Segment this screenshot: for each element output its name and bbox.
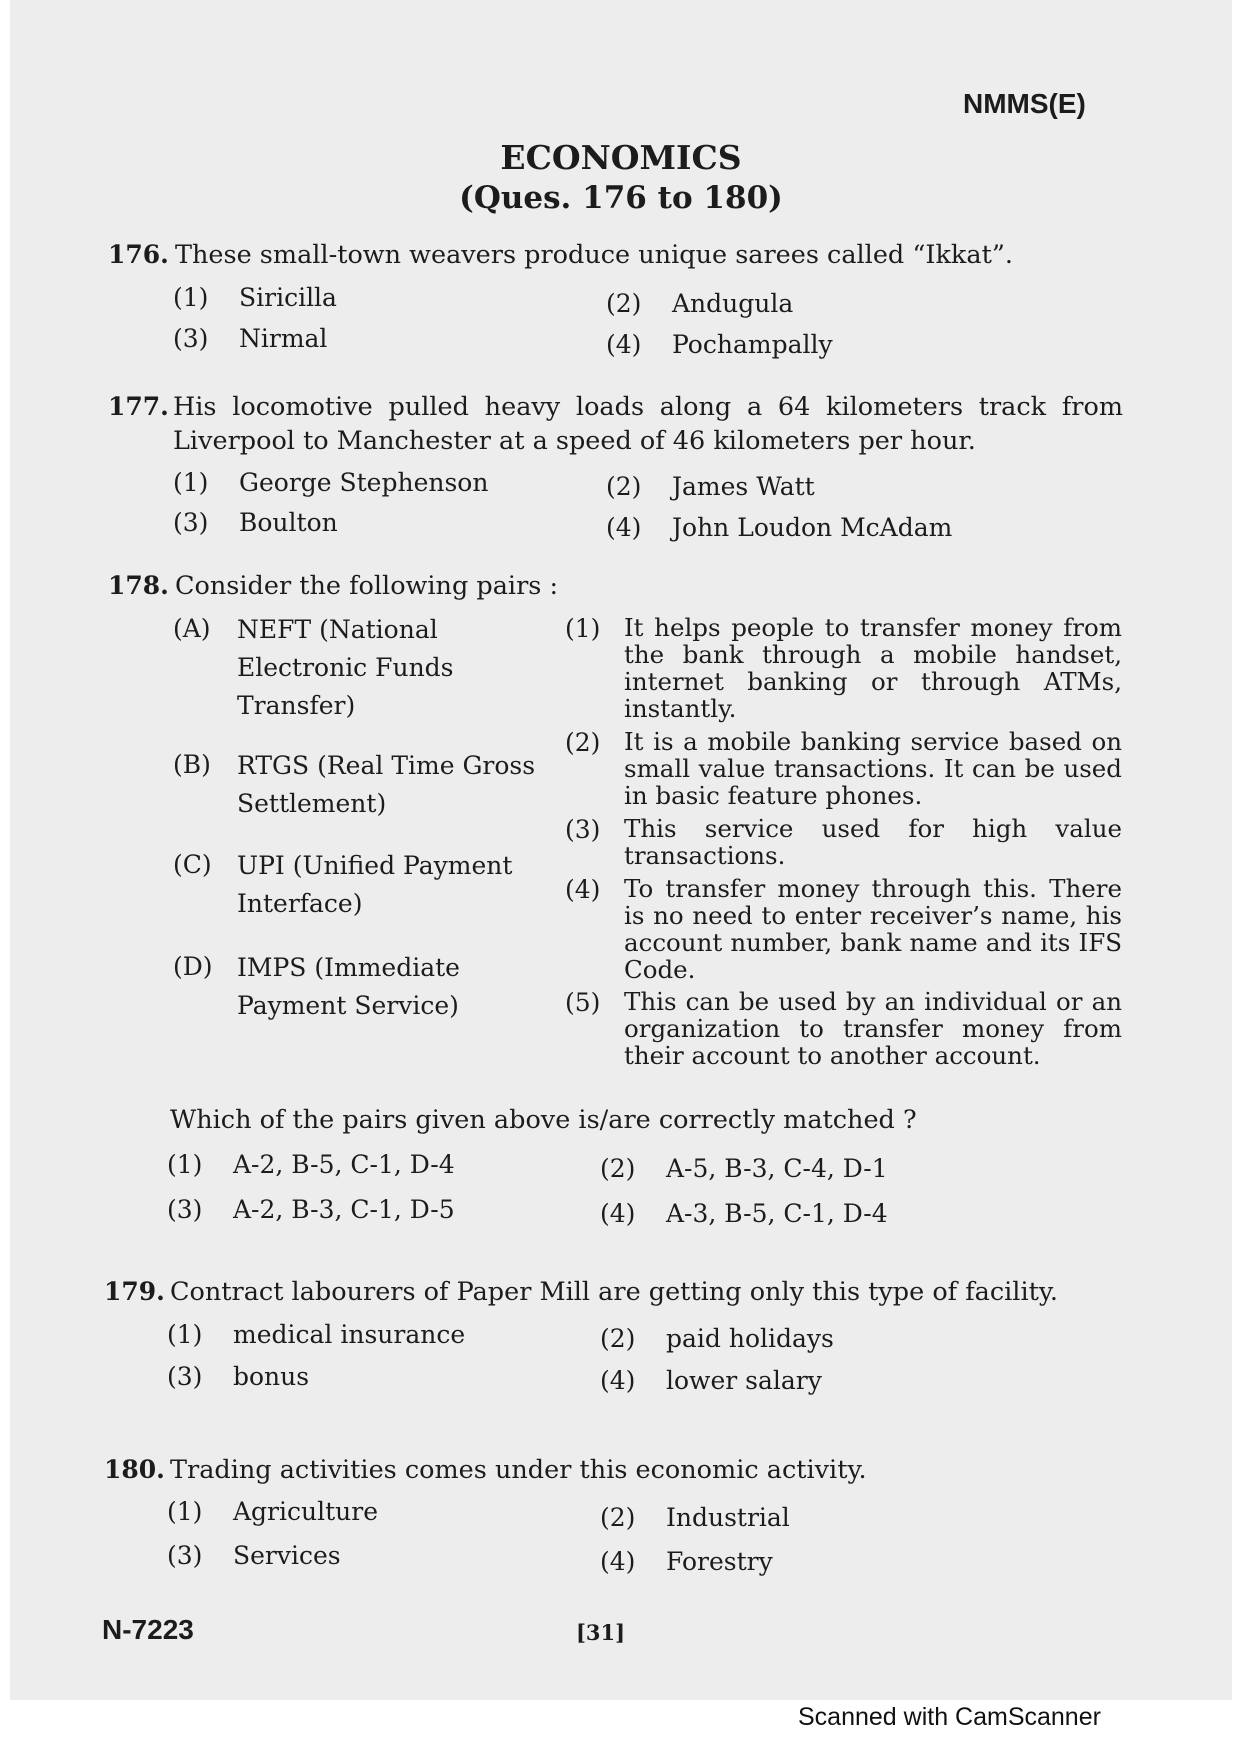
option [600, 1154, 888, 1183]
option [600, 1366, 822, 1395]
pair-desc-5: This can be used by an individual or an organization to transfer money from their account to another account. [624, 987, 1122, 1070]
pair-desc-3: This service used for high value transactions. [624, 814, 1122, 870]
option [167, 1150, 455, 1179]
option-text: James Watt [672, 472, 815, 501]
option-text: Services [233, 1541, 341, 1570]
question-text: These small-town weavers produce unique sarees called “Ikkat”. [175, 240, 1013, 270]
pair-item-neft: NEFT (National Electronic Funds Transfer) [237, 615, 454, 720]
pair-item-imps: IMPS (Immediate Payment Service) [237, 953, 460, 1020]
option-text: Andugula [672, 289, 794, 318]
option-text: paid holidays [666, 1324, 834, 1353]
pair-label-c: (C) [173, 850, 212, 879]
pair-label-b: (B) [173, 750, 211, 779]
option-text: Pochampally [672, 330, 833, 359]
option [606, 513, 952, 542]
option-number: (4) [606, 513, 642, 542]
page-number: [31] [576, 1620, 626, 1645]
option-number: (3) [167, 1541, 203, 1570]
section-title: ECONOMICS [500, 138, 742, 177]
question-number: 178. [108, 571, 169, 600]
option-number: (1) [173, 468, 209, 497]
option-text: lower salary [666, 1366, 822, 1395]
scanner-watermark: Scanned with CamScanner [798, 1703, 1101, 1731]
pair-label-1: (1) [565, 614, 601, 643]
option-number: (4) [606, 330, 642, 359]
option-text: Agriculture [233, 1497, 378, 1526]
option-text: A-2, B-3, C-1, D-5 [233, 1195, 455, 1224]
pair-desc-1: It helps people to transfer money from the bank through a mobile handset, internet banking or through ATMs, instantly. [624, 613, 1122, 723]
option [167, 1362, 309, 1391]
option-number: (2) [606, 472, 642, 501]
option-text: medical insurance [233, 1320, 466, 1349]
pair-label-5: (5) [565, 988, 601, 1017]
question-text: Trading activities comes under this economic activity. [170, 1455, 867, 1485]
pair-label-d: (D) [173, 952, 213, 981]
option-number: (1) [167, 1497, 203, 1526]
question-number: 180. [104, 1455, 165, 1484]
question-number: 179. [104, 1277, 165, 1306]
exam-page [10, 0, 1232, 1700]
match-question: Which of the pairs given above is/are correctly matched ? [170, 1105, 917, 1135]
question-text: Liverpool to Manchester at a speed of 46 kilometers per hour. [173, 426, 976, 456]
pair-item-rtgs: RTGS (Real Time Gross Settlement) [237, 751, 536, 818]
option-number: (1) [173, 283, 209, 312]
option [606, 330, 833, 359]
option [173, 508, 338, 537]
pair-item-upi: UPI (Unified Payment Interface) [237, 851, 513, 918]
option-text: Forestry [666, 1547, 773, 1576]
option-number: (1) [167, 1150, 203, 1179]
option [606, 472, 815, 501]
option-number: (3) [173, 508, 209, 537]
pair-desc-2: It is a mobile banking service based on small value transactions. It can be used in basic feature phones. [624, 727, 1122, 810]
booklet-code: N-7223 [102, 1614, 194, 1645]
option-number: (2) [600, 1503, 636, 1532]
option-number: (2) [600, 1324, 636, 1353]
pair-label-4: (4) [565, 875, 601, 904]
option-number: (4) [600, 1366, 636, 1395]
option-text: bonus [233, 1362, 310, 1391]
option-text: A-3, B-5, C-1, D-4 [666, 1199, 888, 1228]
option-number: (2) [600, 1154, 636, 1183]
question-number: 176. [108, 240, 169, 269]
option [600, 1547, 773, 1576]
option-text: John Loudon McAdam [672, 513, 953, 542]
question-number: 177. [108, 392, 169, 421]
section-subtitle: (Ques. 176 to 180) [459, 180, 783, 216]
option [167, 1497, 378, 1526]
option-number: (3) [173, 324, 209, 353]
question-text: Contract labourers of Paper Mill are getting only this type of facility. [170, 1277, 1058, 1307]
option-text: Boulton [239, 508, 338, 537]
option [600, 1199, 888, 1228]
option-number: (4) [600, 1199, 636, 1228]
pair-desc-4: To transfer money through this. There is no need to enter receiver’s name, his account number, bank name and its IFS Code. [624, 874, 1122, 984]
option [600, 1324, 834, 1353]
option [167, 1195, 455, 1224]
option [167, 1541, 341, 1570]
option-text: Siricilla [239, 283, 337, 312]
option-number: (2) [606, 289, 642, 318]
option [173, 283, 337, 312]
question-text: His locomotive pulled heavy loads along a 64 kilometers track from [173, 392, 1123, 422]
option-text: Industrial [666, 1503, 790, 1532]
question-text: Consider the following pairs : [175, 571, 559, 601]
option-text: A-2, B-5, C-1, D-4 [233, 1150, 455, 1179]
option [600, 1503, 790, 1532]
option-number: (1) [167, 1320, 203, 1349]
option-number: (3) [167, 1195, 203, 1224]
option-number: (3) [167, 1362, 203, 1391]
option [173, 324, 327, 353]
option [606, 289, 793, 318]
option [167, 1320, 465, 1349]
option [173, 468, 488, 497]
option-number: (4) [600, 1547, 636, 1576]
option-text: George Stephenson [239, 468, 489, 497]
option-text: A-5, B-3, C-4, D-1 [666, 1154, 888, 1183]
pair-label-2: (2) [565, 728, 601, 757]
pair-label-3: (3) [565, 815, 601, 844]
pair-label-a: (A) [173, 614, 211, 643]
option-text: Nirmal [239, 324, 328, 353]
paper-code: NMMS(E) [963, 88, 1086, 119]
